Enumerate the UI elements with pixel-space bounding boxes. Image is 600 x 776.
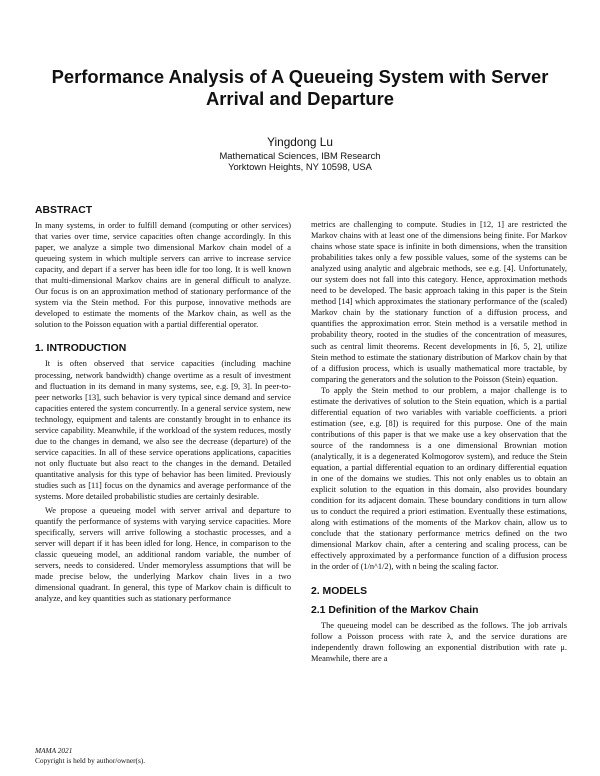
right-column xyxy=(311,219,567,664)
intro-paragraph-2: We propose a queueing model with server arrival and departure to quantify the performance of systems with varying service capacities. More specifically, servers will arrive following a stochastic processes, and a server will depart if it has been idled for long. Hence, in comparison to the classic queueing model, an additional random variable, the number of servers, needs to considered. Under memoryless assumptions that will be made precise below, the underlying Markov chain lives in a two dimensional quadrant. In general, this type of Markov chain is difficult to analyze, and key quantities such as stationary performance xyxy=(35,506,291,604)
right-paragraph-1: metrics are challenging to compute. Studies in [12, 1] are restricted the Markov chains with at least one of the dimensions being finite. For Markov chains whose state space is infinite in both dimensions, when the transition probabilities takes only a few possible values, some of the systems can be analyzed using analytic and algebraic methods, see e.g. [4]. Unfortunately, our system does not fall into this category. Hence, approximation methods need to be developed. The basic approach taking in this paper is the Stein method [14] which approximates the stationary performance of the (scaled) Markov chain by the stationary function of a diffusion process, and quantifies the approximation error. Stein method is a versatile method in probability theory, rooted in the studies of the concentration of measures, such as central limit theorems. Recent developments in [6, 5, 2], utilize Stein method to estimate the stationary distribution of Markov chain by that of a diffusion process, which is usually mathematical more tractable, by comparing the generators and the solution to the Poisson (Stein) equation. xyxy=(311,220,567,384)
intro-paragraph-1: It is often observed that service capacities (including machine processing, network bandwidth) change overtime as a result of investment and fluctuation in its demand in many systems, see, e.g. [9, 3]. In peer-to-peer networks [13], such behavior is very typical since demand and service capacities entered the system concurrently. In a general service system, new technology, equipment and talents are constantly brought in to enhance its service capability. Meanwhile, if the workload of the system reduces, mostly due to the changes in demand, we also see the decrease (departure) of the service capacities. In all of these service operations applications, capacities not only fluctuate but also react to the changes in the demand. Detailed quantitative analysis for this type of behavior has been limited. Previously studies such as [11] focus on the dynamics and average performance of the systems. More detailed probabilistic studies are certainly desirable. xyxy=(35,359,291,502)
left-column xyxy=(35,204,291,605)
footer-copyright: Copyright is held by author/owner(s). xyxy=(35,755,146,765)
models-paragraph: The queueing model can be described as the follows. The job arrivals follow a Poisson process with rate λ, and the service durations are independently drawn following an exponential distribution with rate μ. Meanwhile, there are a xyxy=(311,620,567,663)
footer xyxy=(35,746,291,765)
author-address: Yorktown Heights, NY 10598, USA xyxy=(228,161,372,172)
right-paragraph-2: To apply the Stein method to our problem, a major challenge is to estimate the derivatives of solution to the Stein equation, which is a partial differential equation of two variables with variable coefficients. a priori estimation (see, e.g. [8]) is required for this purpose. One of the main contributions of this paper is that we make use a key observation that the source of the randomness is a one dimensional Brownian motion (analytically, it is a degenerated Kolmogorov system), and reduce the Stein equation, a partial differential equation to an ordinary differential equation in one of the domains we studies. This not only enables us to obtain an explicit solution to the equation in this domain, also provides boundary condition for its adjacent domain. These boundary conditions in turn allow us to conduct the required a priori estimation. Eventually these estimations, along with estimations of the moments of the Markov chain, allow us to conclude that the stationary performance metrics defined on the two dimensional Markov chain, after a centering and scaling process, can be effectively approximated by a performance function of a diffusion process in the order of (1/n^1/2), with n being the scaling factor. xyxy=(311,385,567,572)
intro-heading: 1. INTRODUCTION xyxy=(35,343,127,355)
author-block xyxy=(150,135,450,172)
abstract-text: In many systems, in order to fulfill demand (computing or other services) that varies over time, service capacities often change accordingly. In this paper, we analyze a simple two dimensional Markov chain model of a queueing system in which multiple servers can arrive to increase service capacity, and depart if a server has been idle for too long. It is well known that multi-dimensional Markov chains are in general difficult to analyze. Our focus is on an approximation method of stationary performance of the system via the Stein method. For this purpose, innovative methods are developed to estimate the moments of the Markov chain, as well as the solution to the Poisson equation with a partial differential operator. xyxy=(35,221,291,330)
markov-chain-subheading: 2.1 Definition of the Markov Chain xyxy=(311,604,479,616)
abstract-heading: ABSTRACT xyxy=(35,205,93,216)
footer-venue: MAMA 2021 xyxy=(35,746,73,755)
author-affiliation: Mathematical Sciences, IBM Research xyxy=(219,150,381,161)
author-name: Yingdong Lu xyxy=(267,135,333,149)
models-heading: 2. MODELS xyxy=(311,585,368,597)
paper-title: Performance Analysis of A Queueing System with Server Arrival and Departure xyxy=(51,66,549,109)
